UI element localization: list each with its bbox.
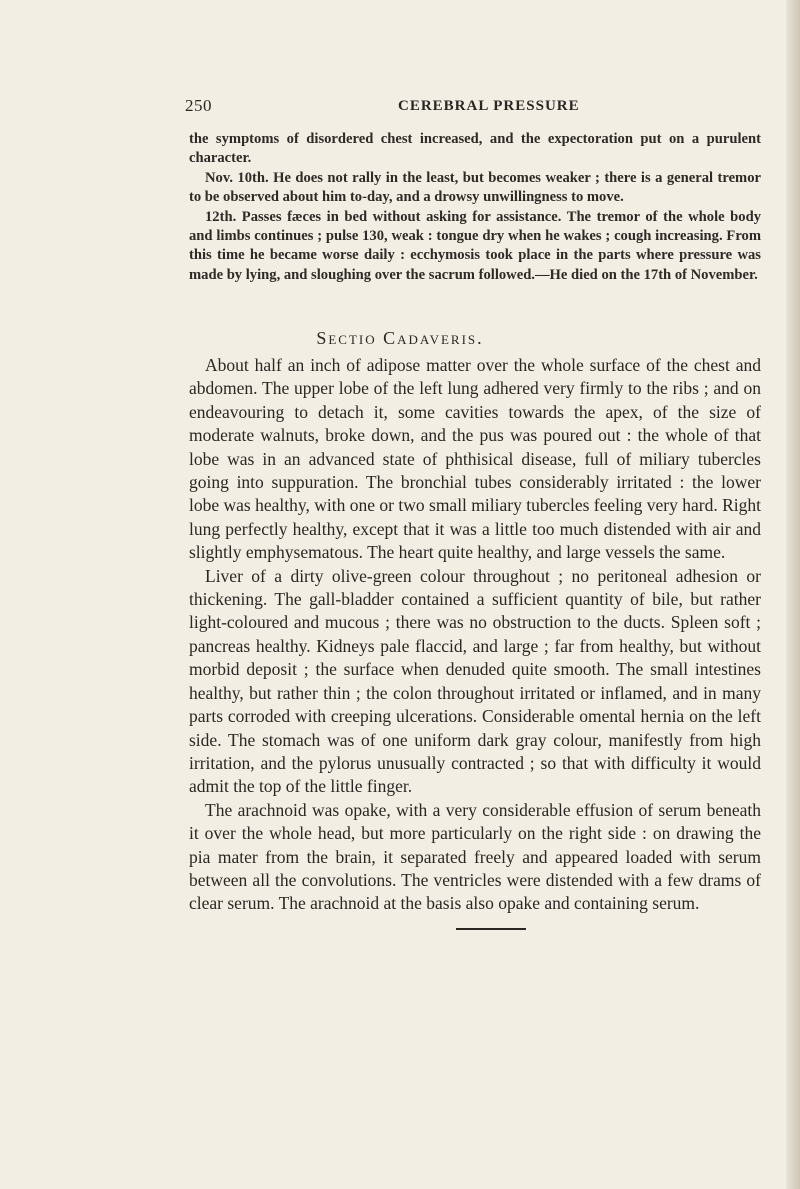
case-note-paragraph: the symptoms of disordered chest increased, and the expectoration put on a purulent character. — [189, 131, 761, 167]
page-number: 250 — [185, 96, 212, 115]
autopsy-paragraph: Liver of a dirty olive-green colour throughout ; no peritoneal adhesion or thickening. The gall-bladder contained a sufficient quantity of bile, but rather light-coloured and mucous ; there was no obstruction to the ducts. Spleen soft ; pancreas healthy. Kidneys pale flaccid, and large ; far from healthy, but without morbid deposit ; the surface when denuded quite smooth. The small intestines healthy, but rather thin ; the colon throughout irritated or inflamed, and in many parts corroded with creeping ulcerations. Considerable omental hernia on the left side. The stomach was of one uniform dark gray colour, manifestly from high irritation, and the pylorus unusually contracted ; so that with difficulty it would admit the top of the little finger. — [189, 565, 761, 797]
section-heading: Sectio Cadaveris. — [316, 328, 484, 348]
page-edge-shadow — [786, 0, 800, 1189]
case-note-paragraph: 12th. Passes fæces in bed without asking for assistance. The tremor of the whole body and limbs continues ; pulse 130, weak : tongue dry when he wakes ; cough increasing. From this time he became worse daily : ecchymosis took place in the parts where pressure was made by lying, and sloughing over the sacrum followed.—He died on the 17th of November. — [189, 208, 761, 283]
autopsy-paragraph: About half an inch of adipose matter over the whole surface of the chest and abdomen. The upper lobe of the left lung adhered very firmly to the ribs ; and on endeavouring to detach it, some cavities towards the apex, of the size of moderate walnuts, broke down, and the pus was poured out : the whole of that lobe was in an advanced state of phthisical disease, full of miliary tubercles going into suppuration. The bronchial tubes considerably irritated : the lower lobe was healthy, with one or two small miliary tubercles feeling very hard. Right lung perfectly healthy, except that it was a little too much distended with air and slightly emphysematous. The heart quite healthy, and large vessels the same. — [189, 355, 761, 563]
running-head: CEREBRAL PRESSURE — [398, 98, 580, 114]
autopsy-text — [189, 354, 761, 916]
case-note-paragraph: Nov. 10th. He does not rally in the least, but becomes weaker ; there is a general tremor to be observed about him to-day, and a drowsy unwillingness to move. — [189, 169, 761, 206]
autopsy-paragraph: The arachnoid was opake, with a very considerable effusion of serum beneath it over the whole head, but more particularly on the right side : on drawing the pia mater from the brain, it separated freely and appeared loaded with serum between all the convolutions. The ventricles were distended with a few drams of clear serum. The arachnoid at the basis also opake and containing serum. — [189, 799, 761, 914]
end-rule — [456, 928, 526, 930]
case-notes — [189, 130, 761, 285]
